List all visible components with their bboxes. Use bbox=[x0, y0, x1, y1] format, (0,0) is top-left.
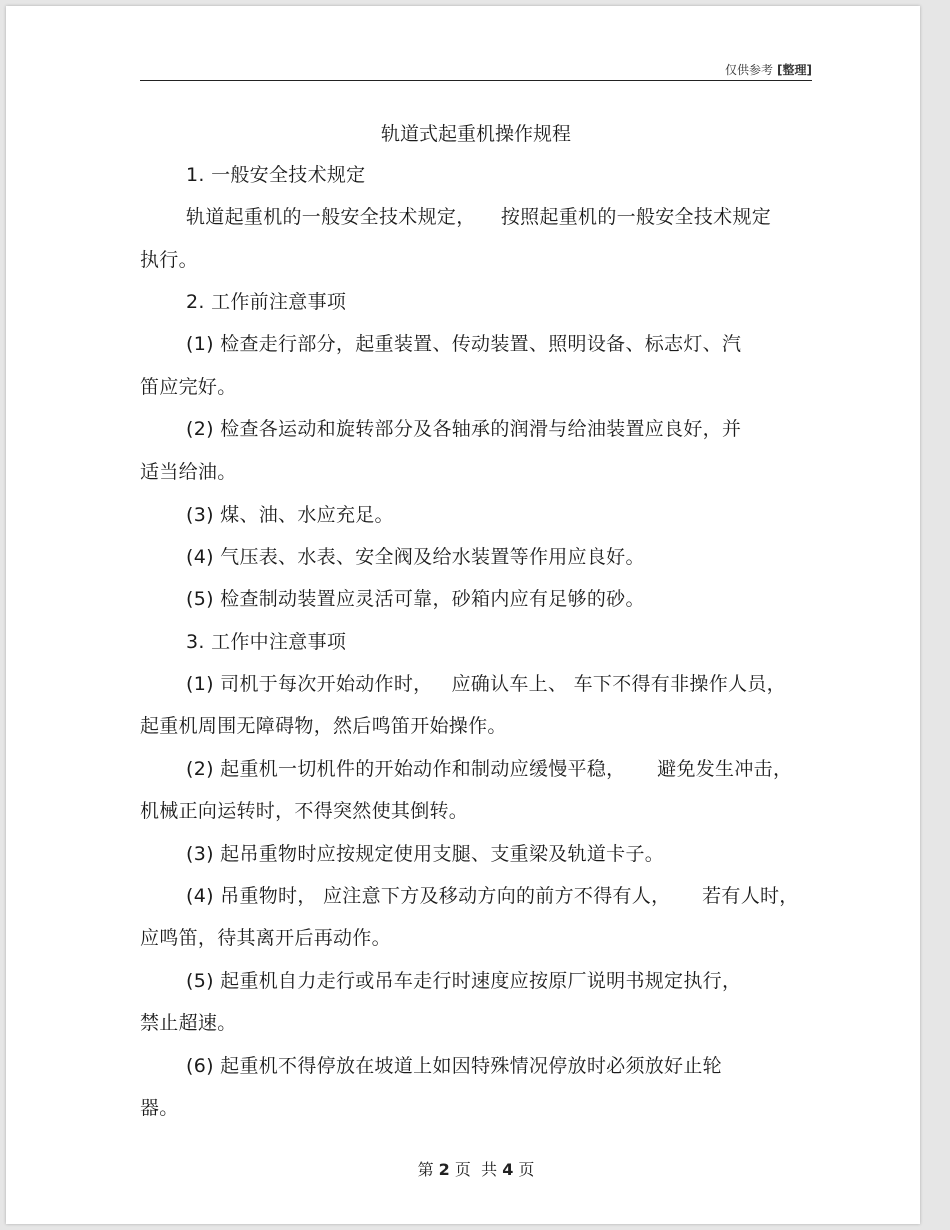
footer-total-pages: 4 bbox=[502, 1160, 514, 1179]
list-item: (3) 起吊重物时应按规定使用支腿、支重梁及轨道卡子。 bbox=[186, 843, 665, 865]
section-heading: 1. 一般安全技术规定 bbox=[186, 164, 366, 186]
list-item: (4) 吊重物时， 应注意下方及移动方向的前方不得有人， 若有人时， bbox=[186, 885, 799, 907]
list-item-continuation: 机械正向运转时，不得突然使其倒转。 bbox=[140, 800, 469, 822]
list-item: (6) 起重机不得停放在坡道上如因特殊情况停放时必须放好止轮 bbox=[186, 1055, 722, 1077]
list-item: (3) 煤、油、水应充足。 bbox=[186, 504, 394, 526]
list-item-continuation: 器。 bbox=[140, 1097, 179, 1119]
footer-mid: 页 共 bbox=[454, 1160, 498, 1179]
list-item-continuation: 禁止超速。 bbox=[140, 1012, 237, 1034]
list-item: (4) 气压表、水表、安全阀及给水装置等作用应良好。 bbox=[186, 546, 645, 568]
list-item-continuation: 应鸣笛，待其离开后再动作。 bbox=[140, 927, 391, 949]
section-heading: 2. 工作前注意事项 bbox=[186, 291, 347, 313]
list-item: (2) 起重机一切机件的开始动作和制动应缓慢平稳， 避免发生冲击， bbox=[186, 758, 793, 780]
document-title: 轨道式起重机操作规程 bbox=[380, 123, 571, 145]
list-item: (1) 检查走行部分，起重装置、传动装置、照明设备、标志灯、汽 bbox=[186, 333, 742, 355]
document-page bbox=[6, 6, 920, 1224]
list-item: (1) 司机于每次开始动作时， 应确认车上、 车下不得有非操作人员， bbox=[186, 673, 786, 695]
paragraph-line: 轨道起重机的一般安全技术规定， 按照起重机的一般安全技术规定 bbox=[186, 206, 772, 228]
list-item-continuation: 适当给油。 bbox=[140, 461, 237, 483]
page-header bbox=[140, 60, 812, 81]
paragraph-line: 执行。 bbox=[140, 249, 198, 271]
footer-prefix: 第 bbox=[417, 1160, 434, 1179]
list-item: (5) 检查制动装置应灵活可靠，砂箱内应有足够的砂。 bbox=[186, 588, 645, 610]
header-note: 仅供参考 bbox=[725, 63, 774, 77]
page-footer bbox=[140, 1159, 812, 1181]
footer-page-number: 2 bbox=[438, 1160, 450, 1179]
footer-suffix: 页 bbox=[518, 1160, 535, 1179]
section-heading: 3. 工作中注意事项 bbox=[186, 631, 347, 653]
header-tag: [整理] bbox=[777, 63, 812, 77]
list-item: (5) 起重机自力走行或吊车走行时速度应按原厂说明书规定执行， bbox=[186, 970, 742, 992]
list-item: (2) 检查各运动和旋转部分及各轴承的润滑与给油装置应良好，并 bbox=[186, 418, 742, 440]
list-item-continuation: 起重机周围无障碍物，然后鸣笛开始操作。 bbox=[140, 715, 507, 737]
list-item-continuation: 笛应完好。 bbox=[140, 376, 237, 398]
